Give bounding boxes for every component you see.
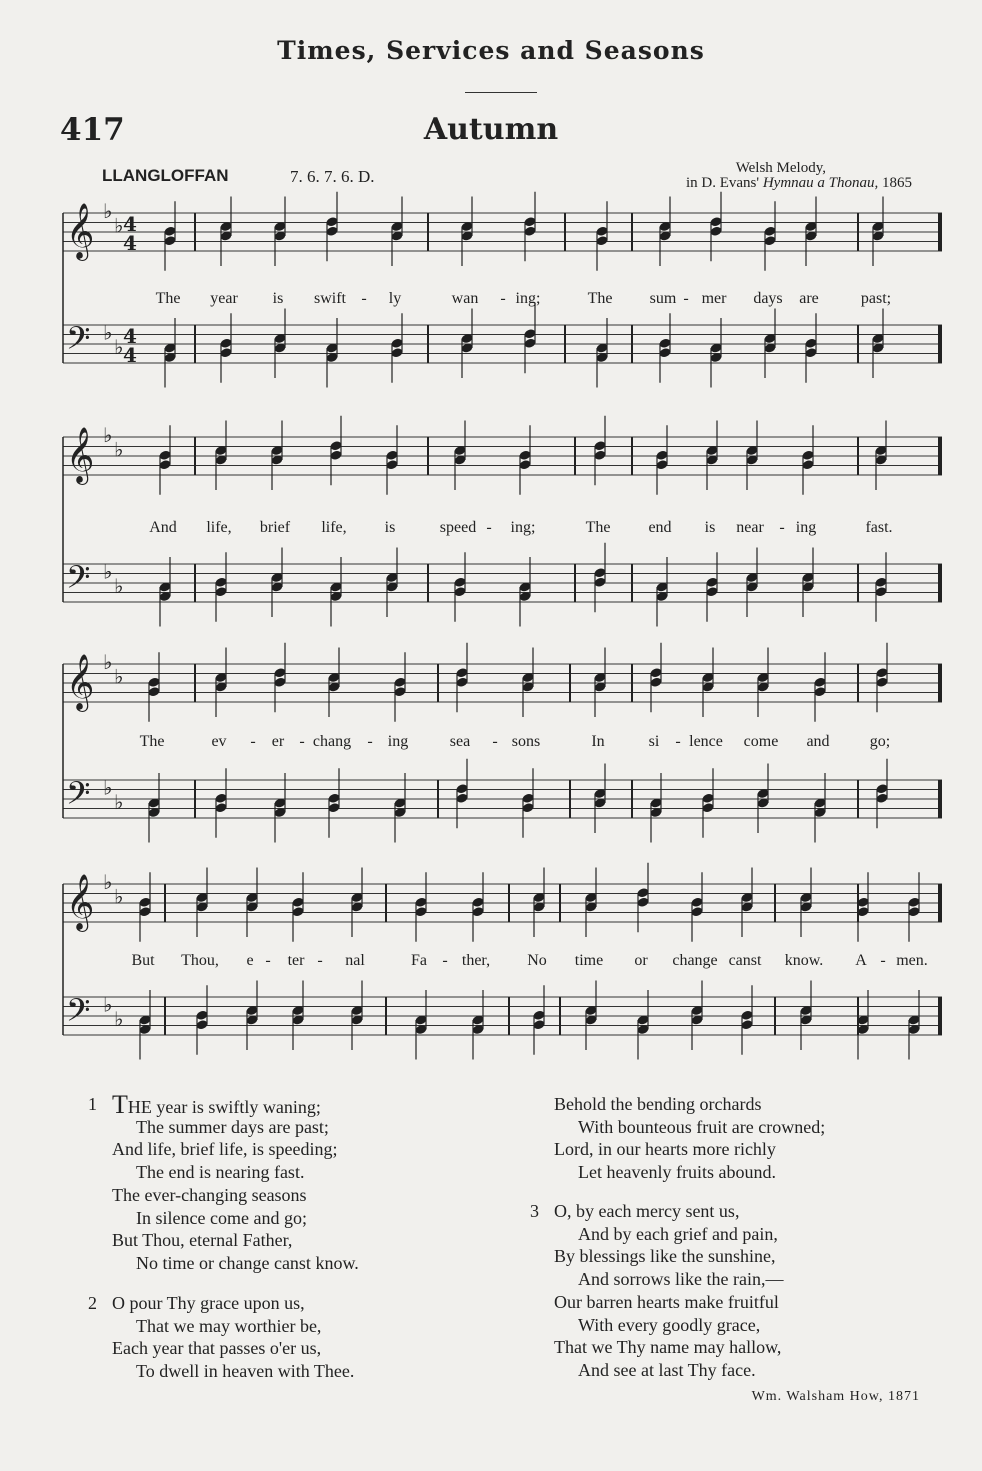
verse-line: Let heavenly fruits abound. xyxy=(578,1162,776,1183)
tune-source: Welsh Melody, xyxy=(735,160,826,176)
verse-line: The end is nearing fast. xyxy=(136,1162,305,1183)
lyric-syllable: sons xyxy=(511,733,541,750)
lyric-syllable: ing xyxy=(795,519,817,536)
lyric-syllable: - xyxy=(299,733,305,750)
lyric-syllable: The xyxy=(155,290,181,307)
verse-line: O pour Thy grace upon us, xyxy=(112,1293,305,1313)
lyric-syllable: And xyxy=(149,519,177,536)
lyric-syllable: is xyxy=(272,290,284,307)
lyric-syllable: - xyxy=(880,952,886,969)
flat-sign: ♭ xyxy=(114,334,124,359)
hymn-title: Autumn xyxy=(423,112,559,147)
lyric-syllable: chang xyxy=(312,733,352,750)
lyric-syllable: wan xyxy=(451,290,479,307)
lyric-syllable: In xyxy=(591,733,605,750)
lyric-syllable: - xyxy=(683,290,689,307)
time-signature-digit: 4 xyxy=(123,343,137,367)
lyric-syllable: fast. xyxy=(865,519,893,536)
lyric-syllable: But xyxy=(131,952,155,969)
lyric-syllable: si xyxy=(648,733,660,750)
verse-line: The ever-changing seasons xyxy=(112,1184,307,1205)
verse-line: O, by each mercy sent us, xyxy=(554,1201,740,1221)
lyric-syllable: - xyxy=(500,290,506,307)
verse-line: Lord, in our hearts more richly xyxy=(554,1139,776,1160)
flat-sign: ♭ xyxy=(114,664,124,689)
lyric-syllable: is xyxy=(704,519,716,536)
bass-clef: 𝄢 xyxy=(66,992,91,1036)
lyric-syllable: nal xyxy=(345,952,365,969)
lyric-syllable: - xyxy=(675,733,681,750)
lyric-syllable: - xyxy=(442,952,448,969)
lyric-syllable: days xyxy=(753,290,783,307)
lyric-syllable: life, xyxy=(321,519,347,536)
lyric-syllable: or xyxy=(634,952,648,969)
lyric-syllable: The xyxy=(139,733,165,750)
treble-clef: 𝄞 xyxy=(66,427,95,483)
lyric-syllable: ing; xyxy=(515,290,541,307)
flat-sign: ♭ xyxy=(103,870,113,894)
time-signature-digit: 4 xyxy=(123,324,137,348)
lyric-syllable: ev xyxy=(211,733,227,750)
flat-sign: ♭ xyxy=(103,650,113,674)
verse-line: And sorrows like the rain,— xyxy=(578,1269,784,1290)
verse-number: 2 xyxy=(88,1293,97,1313)
lyric-syllable: year xyxy=(210,290,238,307)
lyric-syllable: and xyxy=(806,733,830,750)
verse-number: 1 xyxy=(88,1094,97,1114)
lyric-syllable: is xyxy=(384,519,396,536)
lyric-syllable: - xyxy=(317,952,323,969)
treble-clef: 𝄞 xyxy=(66,874,95,930)
verse-line: That we may worthier be, xyxy=(136,1315,322,1336)
flat-sign: ♭ xyxy=(103,775,113,800)
lyric-syllable: near xyxy=(736,519,764,536)
verse-line: Behold the bending orchards xyxy=(554,1094,762,1114)
tune-meter: 7. 6. 7. 6. D. xyxy=(290,167,375,186)
lyric-syllable: - xyxy=(361,290,367,307)
drop-cap: T xyxy=(112,1090,128,1119)
lyric-syllable: speed xyxy=(439,519,477,536)
flat-sign: ♭ xyxy=(114,789,124,814)
lyric-syllable: are xyxy=(799,290,819,307)
lyric-syllable: er xyxy=(271,733,285,750)
lyric-syllable: Thou, xyxy=(181,952,219,969)
flat-sign: ♭ xyxy=(103,320,113,345)
time-signature-digit: 4 xyxy=(123,231,137,255)
lyric-syllable: - xyxy=(265,952,271,969)
lyric-syllable: - xyxy=(250,733,256,750)
flat-sign: ♭ xyxy=(114,437,124,462)
lyric-syllable: brief xyxy=(259,519,291,536)
flat-sign: ♭ xyxy=(103,423,113,447)
treble-clef: 𝄞 xyxy=(66,203,95,259)
lyric-syllable: past; xyxy=(860,290,892,307)
verse-line: With every goodly grace, xyxy=(578,1314,761,1335)
treble-clef: 𝄞 xyxy=(66,654,95,710)
lyric-syllable: ther, xyxy=(461,952,491,969)
lyric-syllable: - xyxy=(492,733,498,750)
verse-line: And life, brief life, is speeding; xyxy=(112,1139,338,1160)
flat-sign: ♭ xyxy=(103,992,113,1017)
lyric-syllable: ter xyxy=(287,952,305,969)
lyric-syllable: - xyxy=(367,733,373,750)
verse-line: With bounteous fruit are crowned; xyxy=(578,1116,826,1137)
lyric-syllable: The xyxy=(587,290,613,307)
verse-line: But Thou, eternal Father, xyxy=(112,1230,293,1251)
verse-line: No time or change canst know. xyxy=(136,1252,359,1273)
section-heading: Times, Services and Seasons xyxy=(277,36,705,65)
verse-line: To dwell in heaven with Thee. xyxy=(136,1361,355,1382)
lyric-syllable: e xyxy=(246,952,254,969)
lyric-syllable: - xyxy=(779,519,785,536)
lyric-syllable: lence xyxy=(689,733,723,750)
lyric-syllable: Fa xyxy=(411,952,427,969)
flat-sign: ♭ xyxy=(103,199,113,223)
lyric-syllable: men. xyxy=(896,952,928,969)
verse-line: THE year is swiftly waning; xyxy=(112,1090,321,1119)
bass-clef: 𝄢 xyxy=(66,559,91,603)
verse-line: That we Thy name may hallow, xyxy=(554,1337,782,1358)
lyric-syllable: ing xyxy=(387,733,409,750)
flat-sign: ♭ xyxy=(114,1006,124,1031)
verse-line: And by each grief and pain, xyxy=(578,1223,778,1244)
lyric-syllable: go; xyxy=(869,733,891,750)
lyric-syllable: ly xyxy=(388,290,402,307)
verse-line: The summer days are past; xyxy=(136,1116,329,1137)
lyric-syllable: No xyxy=(527,952,547,969)
verse-line: Each year that passes o'er us, xyxy=(112,1338,322,1359)
tune-name: LLANGLOFFAN xyxy=(102,166,229,185)
lyric-syllable: swift xyxy=(314,290,346,307)
bass-clef: 𝄢 xyxy=(66,320,91,364)
lyric-syllable: The xyxy=(585,519,611,536)
lyric-syllable: mer xyxy=(701,290,727,307)
tune-source-book: in D. Evans' Hymnau a Thonau, 1865 xyxy=(685,175,912,191)
lyric-syllable: canst xyxy=(728,952,762,969)
flat-sign: ♭ xyxy=(103,559,113,584)
bass-clef: 𝄢 xyxy=(66,775,91,819)
lyric-syllable: know. xyxy=(784,952,824,969)
hymn-number: 417 xyxy=(60,112,125,148)
verse-number: 3 xyxy=(530,1201,539,1221)
time-signature-digit: 4 xyxy=(123,212,137,236)
verse-line: And see at last Thy face. xyxy=(578,1359,756,1380)
lyric-syllable: - xyxy=(486,519,492,536)
lyric-syllable: life, xyxy=(206,519,232,536)
verse-line: Our barren hearts make fruitful xyxy=(554,1291,779,1312)
lyric-syllable: A xyxy=(855,952,867,969)
lyric-syllable: come xyxy=(743,733,779,750)
lyric-syllable: time xyxy=(574,952,604,969)
lyric-syllable: sum xyxy=(649,290,677,307)
lyric-syllable: ing; xyxy=(510,519,536,536)
lyric-syllable: change xyxy=(672,952,718,969)
lyric-syllable: end xyxy=(648,519,672,536)
text-author: Wm. Walsham How, 1871 xyxy=(751,1389,920,1404)
flat-sign: ♭ xyxy=(114,573,124,598)
flat-sign: ♭ xyxy=(114,884,124,909)
verse-line: In silence come and go; xyxy=(136,1207,307,1228)
lyric-syllable: sea xyxy=(449,733,471,750)
flat-sign: ♭ xyxy=(114,213,124,238)
verse-line: By blessings like the sunshine, xyxy=(554,1246,776,1267)
